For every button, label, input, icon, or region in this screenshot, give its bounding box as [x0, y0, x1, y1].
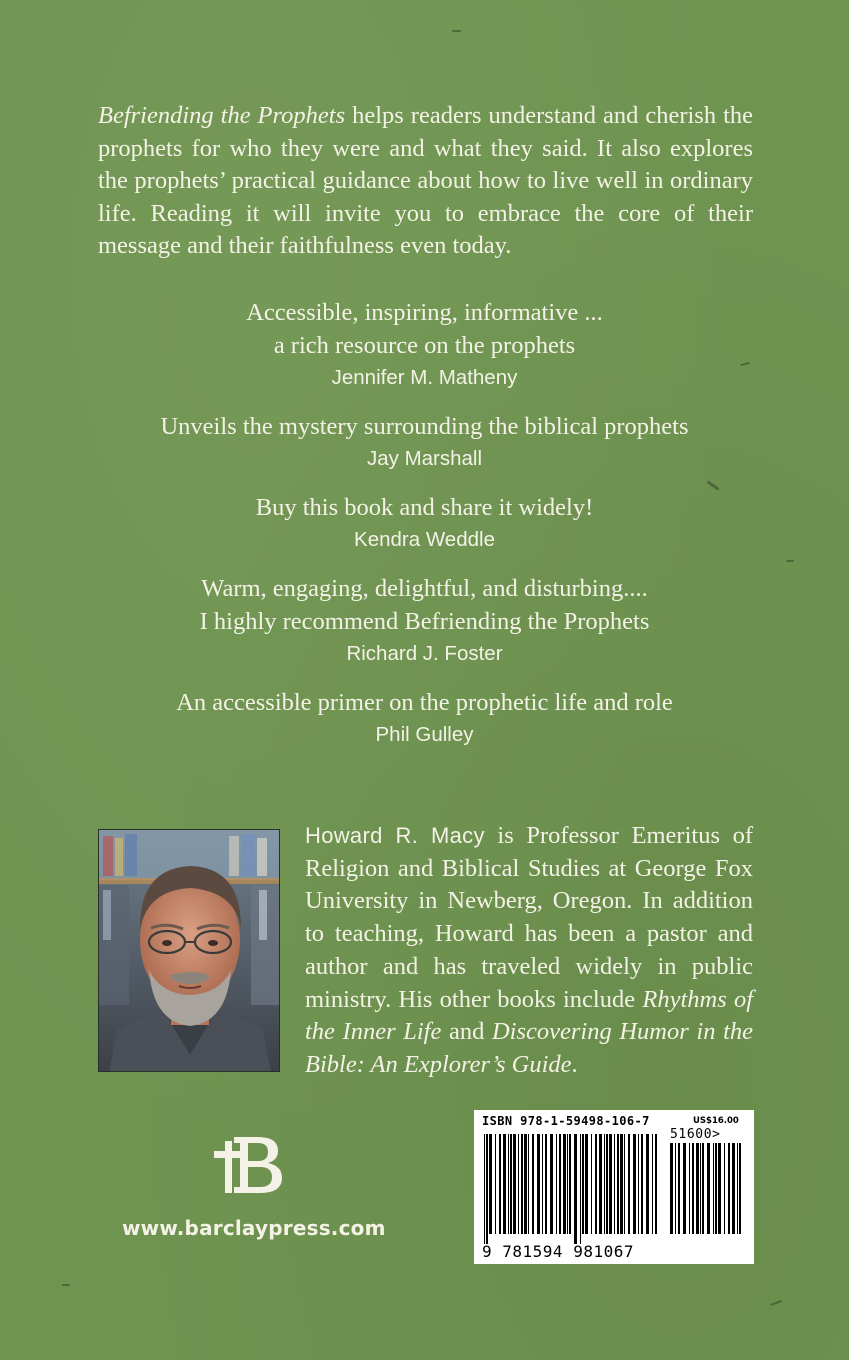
- barcode-bar: [499, 1134, 501, 1234]
- barcode-bar: [614, 1134, 615, 1234]
- barcode-bar: [641, 1134, 643, 1234]
- barcode-bar: [696, 1143, 699, 1234]
- isbn-barcode: [474, 1110, 754, 1264]
- texture-fleck: [62, 1284, 70, 1286]
- barcode-bar: [633, 1134, 636, 1234]
- endorsement-quote: a rich resource on the prophets: [273, 332, 576, 359]
- barcode-bar: [718, 1143, 721, 1234]
- barcode-bar: [574, 1134, 577, 1244]
- barcode-bar: [737, 1143, 738, 1234]
- endorsement-author: Richard J. Foster: [346, 642, 503, 665]
- barcode-bar: [569, 1134, 571, 1234]
- barcode-bar: [550, 1134, 553, 1234]
- barcode-bar: [724, 1143, 725, 1234]
- barcode-bar: [559, 1134, 561, 1234]
- barcode-bar: [702, 1143, 704, 1234]
- barcode-bar: [678, 1143, 680, 1234]
- endorsement: [0, 686, 849, 750]
- barcode-bar: [585, 1134, 588, 1234]
- barcode-bar: [638, 1134, 639, 1234]
- barcode-bar: [521, 1134, 523, 1234]
- endorsement: [0, 296, 849, 393]
- barcode-bar: [528, 1134, 529, 1234]
- isbn-label: ISBN 978-1-59498-106-7: [482, 1114, 650, 1128]
- barcode-bar: [700, 1143, 701, 1234]
- other-book-title: Discovering Humor in the Bible: An Explorer’s Guide: [305, 1018, 753, 1078]
- barcode-digits: 9 781594 981067: [482, 1242, 634, 1261]
- barcode-bar: [670, 1143, 673, 1234]
- endorsement-author: Jennifer M. Matheny: [331, 366, 518, 389]
- barcode-bar: [580, 1134, 581, 1244]
- author-portrait-illustration: [99, 830, 280, 1072]
- barcode-bar: [595, 1134, 597, 1234]
- publisher-website[interactable]: www.barclaypress.com: [122, 1216, 386, 1240]
- barcode-bar: [620, 1134, 623, 1234]
- endorsement-quote: Accessible, inspiring, informative ...: [246, 299, 603, 326]
- addon-code: 51600>: [670, 1127, 721, 1142]
- barcode-bar: [609, 1134, 612, 1234]
- barcode-bar: [652, 1134, 653, 1234]
- barcode-bar: [606, 1134, 608, 1234]
- barcode-bar: [591, 1134, 592, 1234]
- barcode-bar: [508, 1134, 509, 1234]
- barcode-bar: [655, 1134, 657, 1234]
- endorsement-author: Phil Gulley: [375, 723, 474, 746]
- barcode-bar: [617, 1134, 619, 1234]
- barcode-bar: [486, 1134, 488, 1244]
- barcode-bar: [683, 1143, 686, 1234]
- bio-period: .: [571, 1050, 578, 1078]
- price-label: US$16.00: [693, 1116, 739, 1126]
- barcode-bar: [689, 1143, 690, 1234]
- barcode-bar: [739, 1143, 741, 1234]
- barcode-bar: [604, 1134, 605, 1234]
- barcode-bar: [732, 1143, 735, 1234]
- barcode-bar: [628, 1134, 630, 1234]
- endorsement: [0, 410, 849, 474]
- barcode-bar: [510, 1134, 512, 1234]
- barcode-bar: [715, 1143, 717, 1234]
- endorsement-author: Kendra Weddle: [354, 528, 495, 551]
- endorsement: [0, 491, 849, 555]
- ean13-bars: [484, 1134, 660, 1244]
- book-title: Befriending the Prophets: [98, 102, 346, 129]
- barcode-bar: [518, 1134, 519, 1234]
- addon-bars: [670, 1143, 744, 1244]
- endorsement: [0, 572, 849, 669]
- description-text: helps readers understand and cherish the prophets for who they were and what they said. It also explores the prophets’ practical guidance about how to live well in ordinary life. Reading it will invite you to embrace the core of their message and their faithfulness even today.: [98, 102, 753, 259]
- barclay-press-logo-icon: [212, 1133, 286, 1195]
- barcode-bar: [537, 1134, 540, 1234]
- bio-text: is Professor Emeritus of Religion and Biblical Studies at George Fox University in Newberg, Oregon. In addition to teaching, Howard has been a pastor and author and has traveled widely in public ministry. His other books include: [305, 822, 754, 1013]
- bio-conjunction: and: [448, 1018, 485, 1046]
- barcode-bar: [484, 1134, 485, 1244]
- author-photo: [98, 829, 280, 1072]
- barcode-bar: [567, 1134, 568, 1234]
- endorsements: [0, 296, 849, 767]
- barcode-bar: [728, 1143, 730, 1234]
- barcode-bar: [599, 1134, 602, 1234]
- endorsement-quote: Warm, engaging, delightful, and disturbing....: [201, 575, 648, 602]
- barcode-bar: [713, 1143, 714, 1234]
- barcode-bar: [489, 1134, 492, 1234]
- barcode-bar: [542, 1134, 543, 1234]
- barcode-bar: [556, 1134, 557, 1234]
- endorsement-quote: I highly recommend Befriending the Prophets: [199, 608, 650, 635]
- barcode-bar: [513, 1134, 516, 1234]
- barcode-bar: [532, 1134, 534, 1234]
- barcode-bar: [707, 1143, 710, 1234]
- other-book-title: Rhythms of the Inner Life: [305, 985, 754, 1046]
- barcode-bar: [646, 1134, 649, 1234]
- author-bio: [305, 820, 753, 1082]
- book-description: [98, 100, 753, 263]
- endorsement-quote: Buy this book and share it widely!: [255, 494, 594, 521]
- texture-fleck: [452, 30, 461, 32]
- barcode-bar: [563, 1134, 566, 1234]
- endorsement-quote: An accessible primer on the prophetic life and role: [176, 689, 673, 716]
- barcode-bar: [503, 1134, 506, 1234]
- barcode-bar: [692, 1143, 694, 1234]
- endorsement-quote: Unveils the mystery surrounding the biblical prophets: [160, 413, 689, 440]
- barcode-bar: [624, 1134, 625, 1234]
- barcode-bar: [582, 1134, 584, 1234]
- barcode-bar: [524, 1134, 527, 1234]
- barcode-bar: [545, 1134, 547, 1234]
- author-name: Howard R. Macy: [305, 823, 485, 848]
- endorsement-author: Jay Marshall: [366, 447, 483, 470]
- barcode-bar: [495, 1134, 496, 1234]
- barcode-bar: [675, 1143, 676, 1234]
